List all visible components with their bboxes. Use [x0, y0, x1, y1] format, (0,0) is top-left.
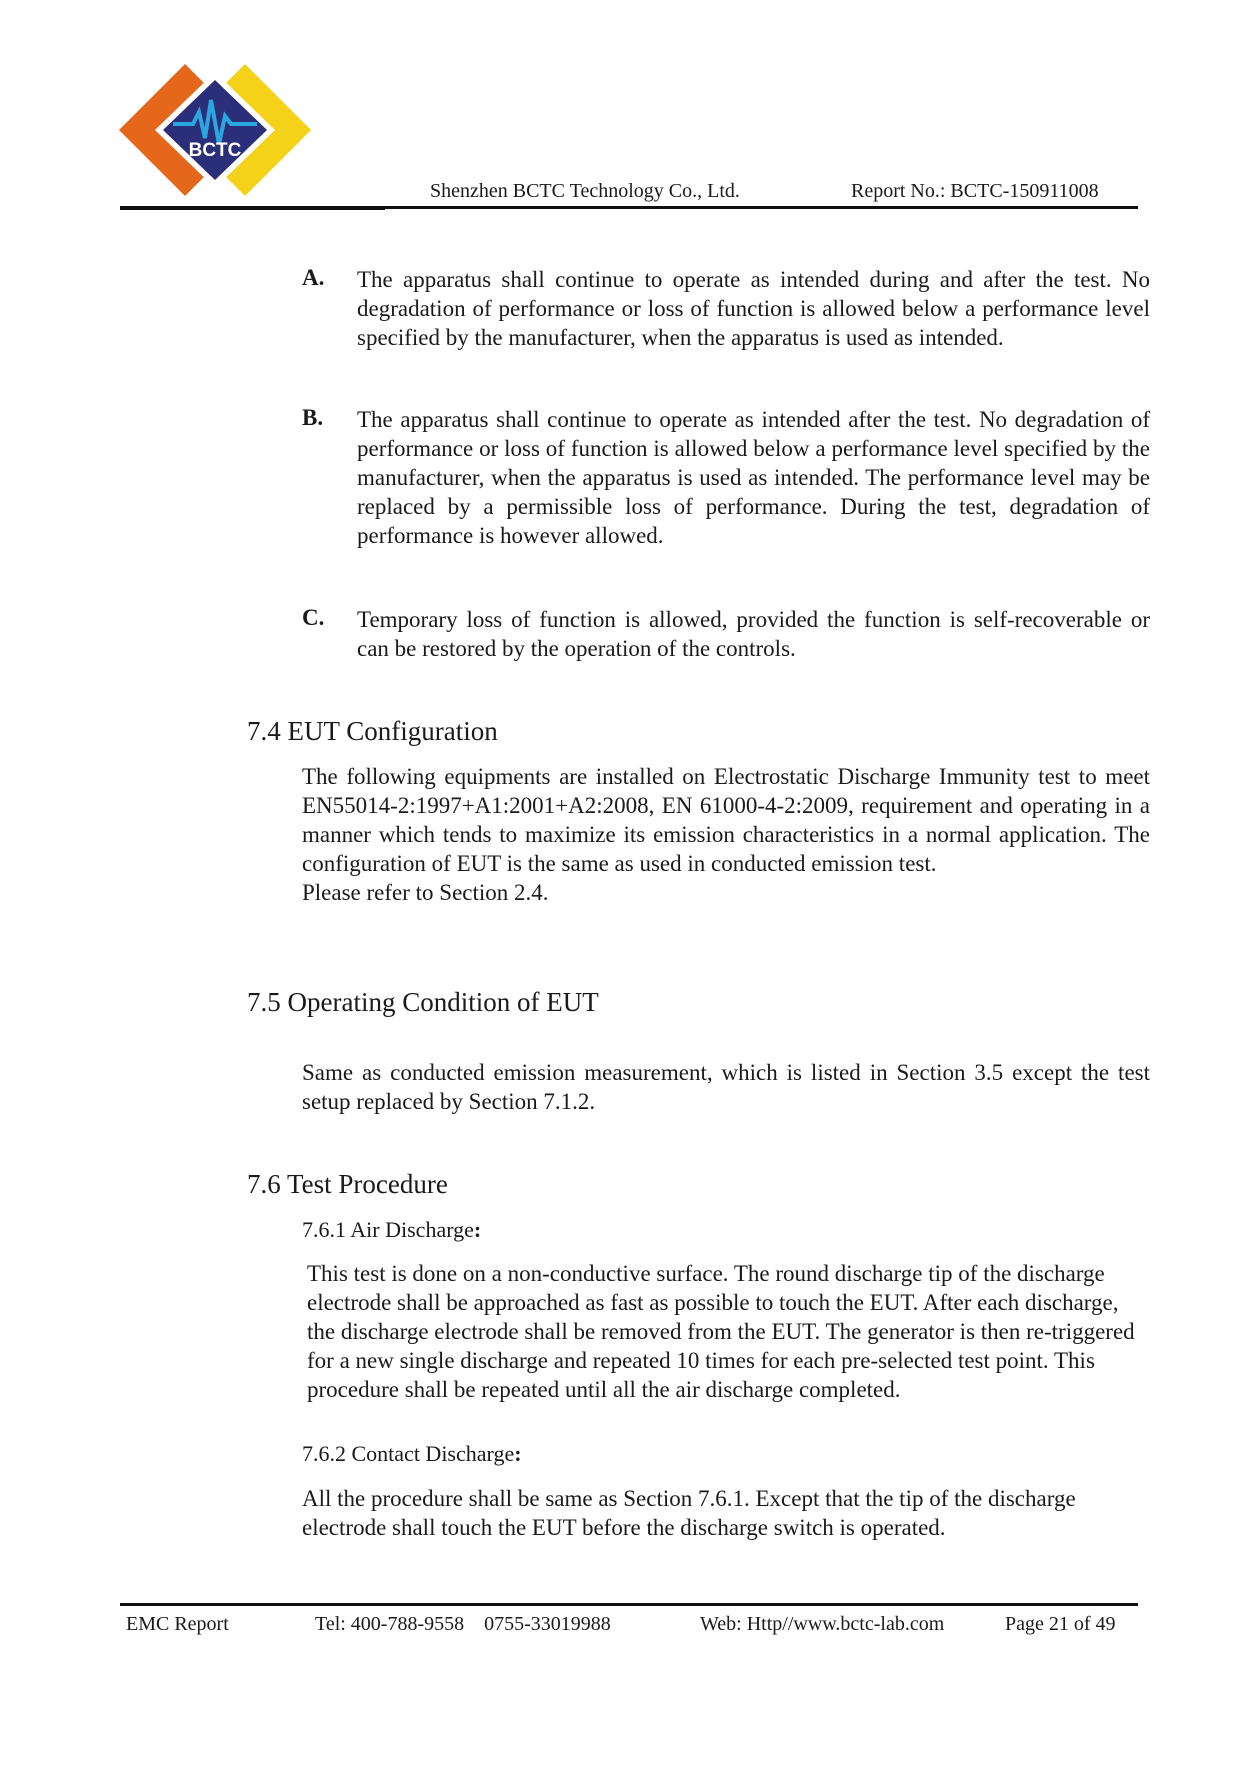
- section-7-5-heading: 7.5 Operating Condition of EUT: [247, 987, 599, 1017]
- criterion-c-letter: C.: [302, 605, 325, 630]
- logo-text: BCTC: [188, 140, 242, 161]
- subsection-7-6-1-colon: :: [473, 1217, 482, 1242]
- section-7-4-heading: 7.4 EUT Configuration: [247, 716, 498, 746]
- section-7-5-body: Same as conducted emission measurement, which is listed in Section 3.5 except the test setup replaced by Section 7.1.2.: [302, 1060, 1150, 1114]
- subsection-7-6-1-title: [302, 1217, 481, 1243]
- criterion-b-letter: B.: [302, 405, 324, 430]
- company-name: Shenzhen BCTC Technology Co., Ltd.: [430, 180, 740, 202]
- subsection-7-6-2-body: All the procedure shall be same as Section 7.6.1. Except that the tip of the discharge electrode shall touch the EUT before the discharge switch is operated.: [302, 1486, 1076, 1540]
- subsection-7-6-1-label: 7.6.1 Air Discharge: [302, 1217, 474, 1242]
- section-7-4-refer: Please refer to Section 2.4.: [302, 880, 549, 905]
- criterion-b-text: The apparatus shall continue to operate as intended after the test. No degradation of performance or loss of function is allowed below a performance level specified by the manufacturer, when the apparatus is used as intended. The performance level may be replaced by a permissible loss of performance. During the test, degradation of performance is however allowed.: [357, 407, 1150, 548]
- report-number: Report No.: BCTC-150911008: [851, 180, 1099, 202]
- section-7-4-body: [302, 762, 1150, 907]
- header-rule-accent: [120, 209, 385, 210]
- footer-page-number: Page 21 of 49: [1005, 1613, 1116, 1635]
- subsection-7-6-2-colon: :: [514, 1441, 522, 1466]
- footer-rule: [120, 1603, 1138, 1606]
- subsection-7-6-2-title: [302, 1441, 522, 1467]
- footer-report-type: EMC Report: [126, 1613, 229, 1635]
- section-7-4-paragraph: The following equipments are installed on Electrostatic Discharge Immunity test to meet EN55014-2:1997+A1:2001+A2:2008, EN 61000-4-2:2009, requirement and operating in a manner which tends to maximize its emission characteristics in a normal application. The configuration of EUT is the same as used in conducted emission test.: [302, 764, 1150, 876]
- criterion-a-letter: A.: [302, 265, 325, 290]
- footer-website: Web: Http//www.bctc-lab.com: [700, 1613, 945, 1635]
- criterion-a-text: The apparatus shall continue to operate as intended during and after the test. No degradation of performance or loss of function is allowed below a performance level specified by the manufacturer, when the apparatus is used as intended.: [357, 267, 1150, 350]
- footer-telephone: Tel: 400-788-9558 0755-33019988: [315, 1613, 611, 1635]
- subsection-7-6-1-body: This test is done on a non-conductive surface. The round discharge tip of the discharge electrode shall be approached as fast as possible to touch the EUT. After each discharge, the discharge electrode shall be removed from the EUT. The generator is then re-triggered for a new single discharge and repeated 10 times for each pre-selected test point. This procedure shall be repeated until all the air discharge completed.: [307, 1261, 1135, 1402]
- section-7-6-heading: 7.6 Test Procedure: [247, 1169, 448, 1199]
- bctc-logo: [115, 60, 315, 200]
- criterion-c-text: Temporary loss of function is allowed, provided the function is self-recoverable or can be restored by the operation of the controls.: [357, 607, 1150, 661]
- subsection-7-6-2-label: 7.6.2 Contact Discharge: [302, 1441, 515, 1466]
